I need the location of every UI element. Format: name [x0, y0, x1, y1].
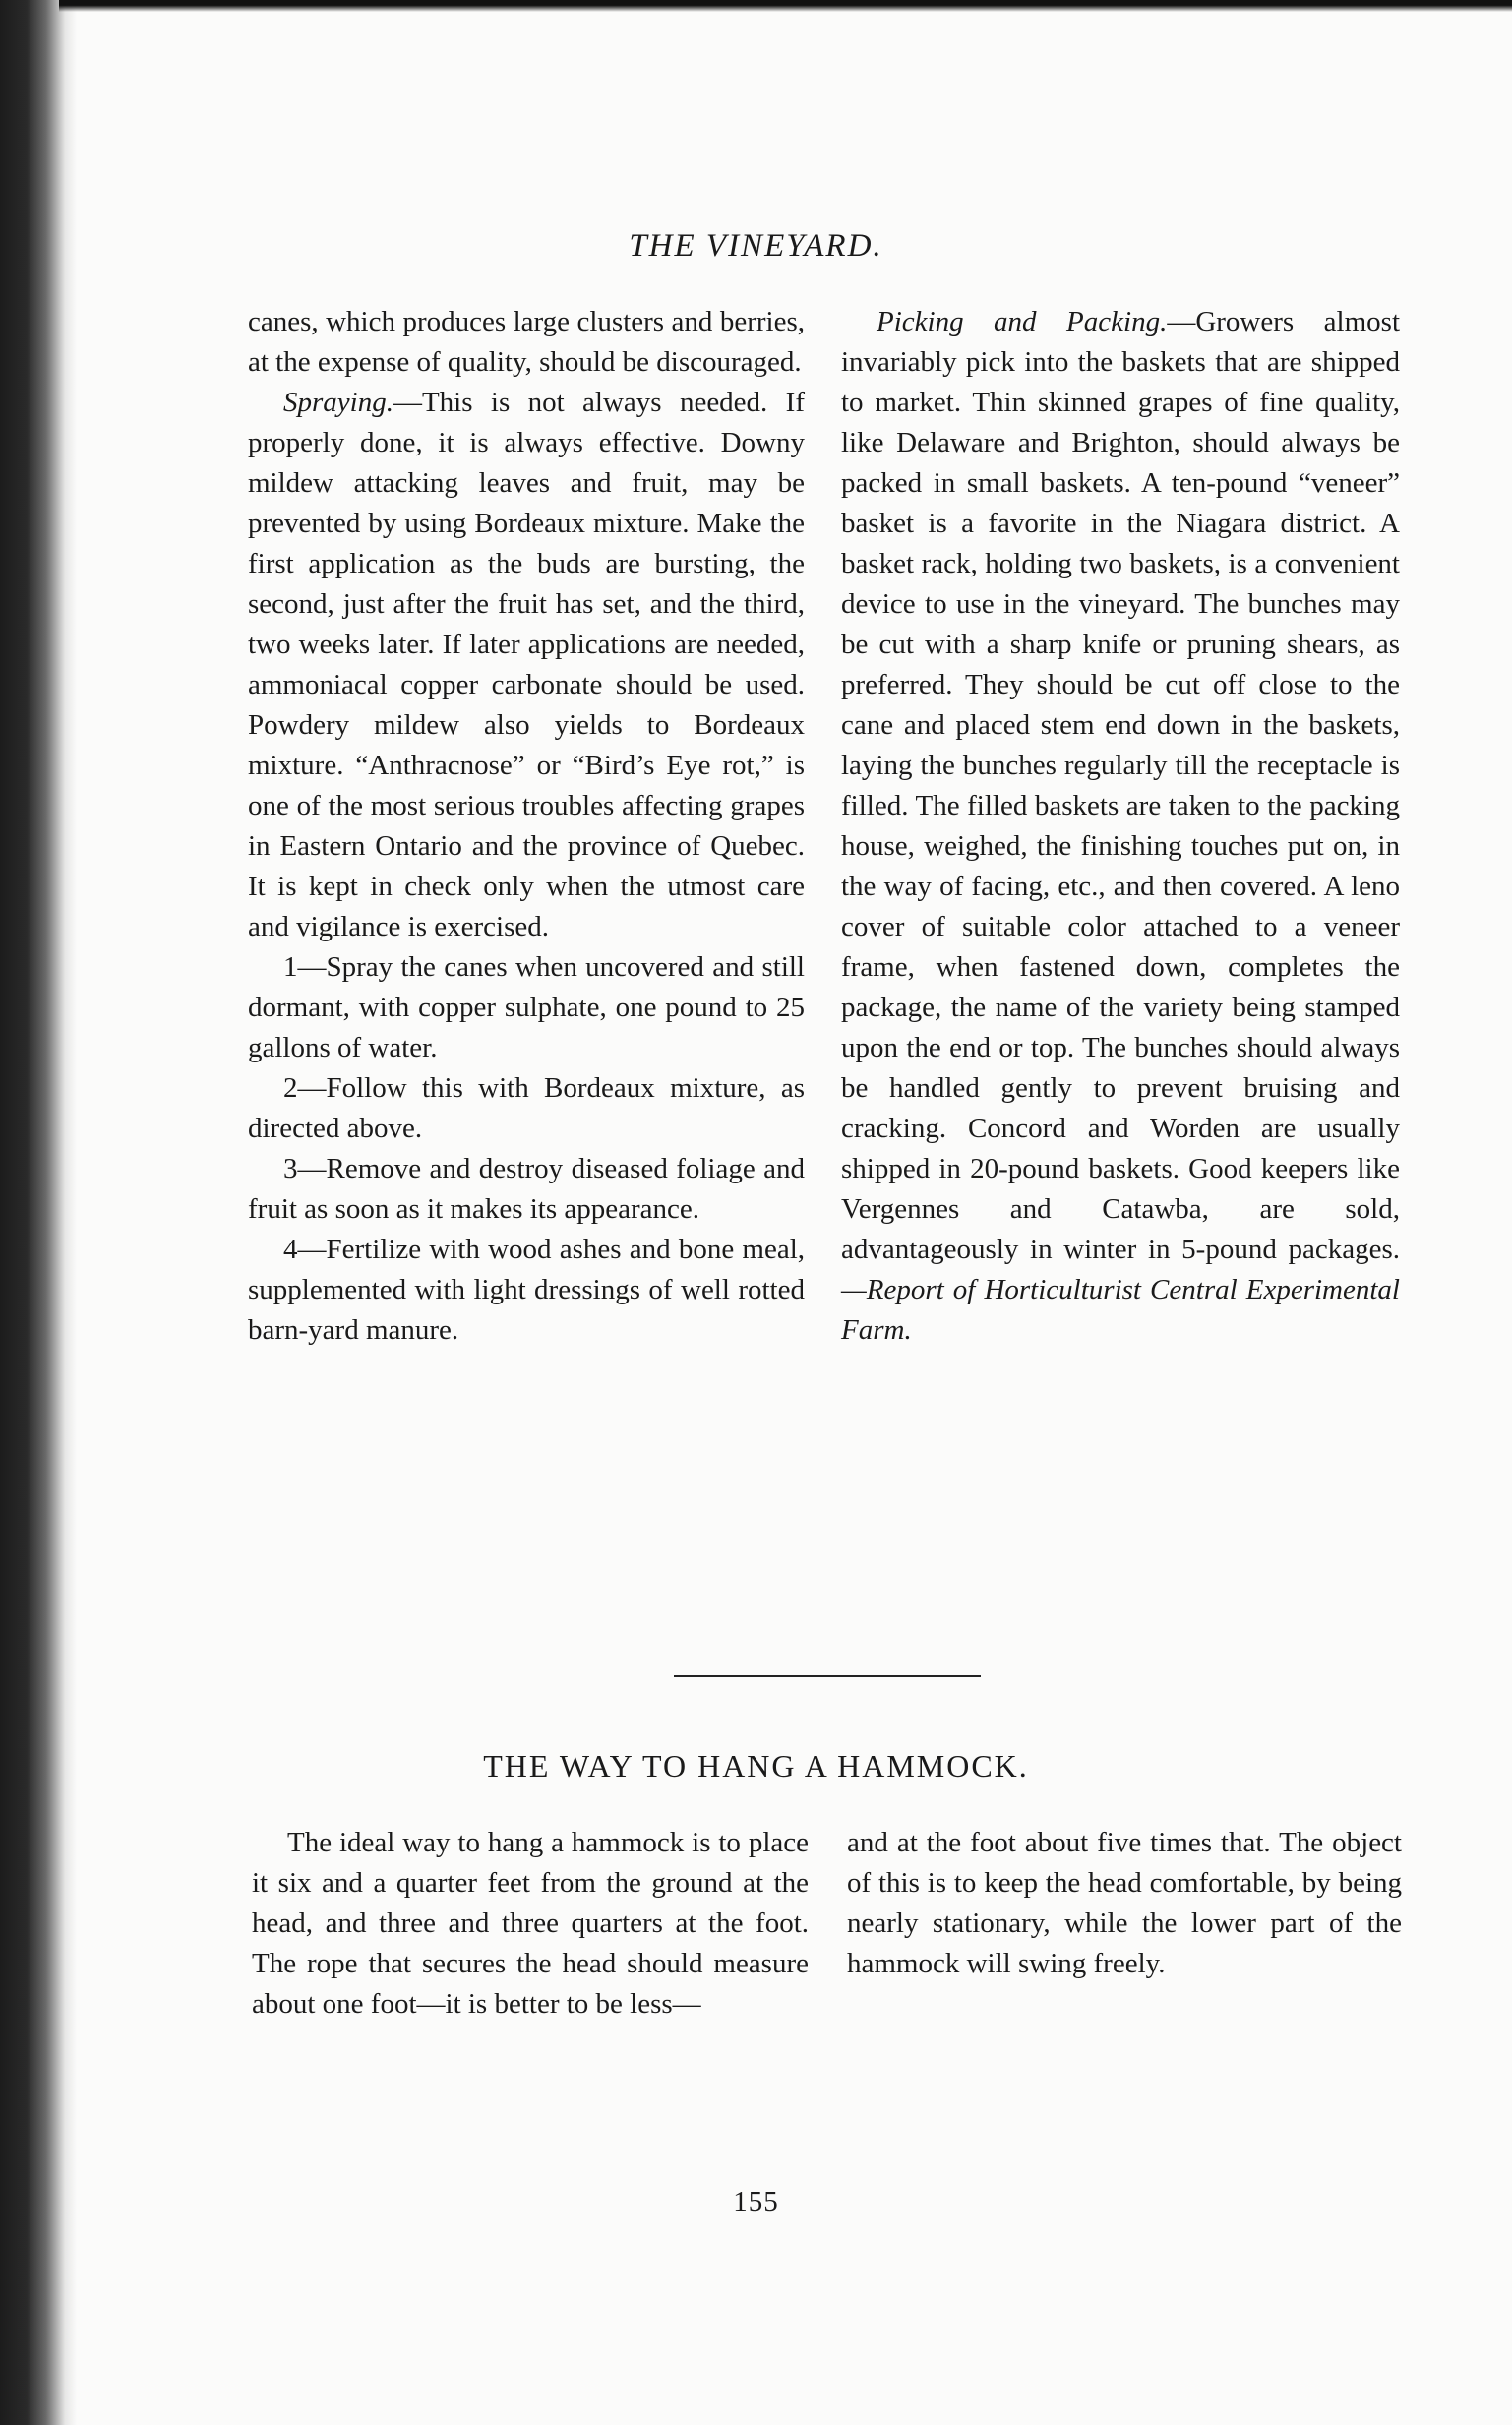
list-item: 2—Follow this with Bordeaux mixture, as directed above. — [248, 1072, 805, 1144]
vineyard-column-right — [841, 302, 1400, 1351]
hammock-column-right — [847, 1823, 1402, 1984]
paragraph: The ideal way to hang a hammock is to place it six and a quarter feet from the ground at the head, and three and three quarters at the foot. The rope that secures the head should measure about one foot—it is better to be less— — [252, 1827, 809, 2020]
picking-text: —Growers almost invariably pick into the baskets that are shipped to market. Thin skinned grapes of fine quality, like Delaware and Brighton, should always be packed in small baskets. A ten-pound “veneer” basket is a favorite in the Niagara district. A basket rack, holding two baskets, is a convenient device to use in the vineyard. The bunches may be cut with a sharp knife or pruning shears, as preferred. They should be cut off close to the cane and placed stem end down in the baskets, laying the bunches regularly till the receptacle is filled. The filled baskets are taken to the packing house, weighed, the finishing touches put on, in the way of facing, etc., and then covered. A leno cover of suitable color attached to a veneer frame, when fastened down, completes the package, the name of the variety being stamped upon the end or top. The bunches should always be handled gently to prevent bruising and cracking. Concord and Worden are usually shipped in 20-pound baskets. Good keepers like Vergennes and Catawba, are sold, advantageously in winter in 5-pound packages. — [841, 306, 1401, 1265]
vineyard-column-left — [248, 302, 805, 1351]
picking-paragraph — [841, 302, 1400, 1351]
paragraph: canes, which produces large clusters and berries, at the expense of quality, should be discouraged. — [248, 306, 805, 378]
spraying-paragraph — [248, 383, 805, 947]
hammock-column-left — [252, 1823, 809, 2025]
scan-top-edge — [59, 0, 1512, 12]
list-item: 4—Fertilize with wood ashes and bone meal, supplemented with light dressings of well rotted barn-yard manure. — [248, 1234, 805, 1346]
list-item: 1—Spray the canes when uncovered and still dormant, with copper sulphate, one pound to 25 gallons of water. — [248, 951, 805, 1063]
picking-heading: Picking and Packing. — [877, 306, 1168, 337]
paragraph: and at the foot about five times that. The object of this is to keep the head comfortable, by being nearly stationary, while the lower part of the hammock will swing freely. — [847, 1827, 1402, 1979]
spraying-heading: Spraying. — [283, 387, 393, 418]
list-item: 3—Remove and destroy diseased foliage and fruit as soon as it makes its appearance. — [248, 1153, 805, 1225]
spraying-text: —This is not always needed. If properly done, it is always effective. Downy mildew attacking leaves and fruit, may be prevented by using Bordeaux mixture. Make the first application as the buds are bursting, the second, just after the fruit has set, and the third, two weeks later. If later applications are needed, ammoniacal copper carbonate should be used. Powdery mildew also yields to Bordeaux mixture. “Anthracnose” or “Bird’s Eye rot,” is one of the most serious troubles affecting grapes in Eastern Ontario and the province of Quebec. It is kept in check only when the utmost care and vigilance is exercised. — [248, 387, 805, 942]
section-divider — [674, 1675, 981, 1677]
source-citation: —Report of Horticulturist Central Experimental Farm. — [841, 1274, 1400, 1346]
scan-binding-edge — [0, 0, 77, 2425]
section-title: THE WAY TO HANG A HAMMOCK. — [483, 1748, 1029, 1784]
running-head: THE VINEYARD. — [629, 228, 883, 264]
page-number: 155 — [733, 2186, 779, 2217]
